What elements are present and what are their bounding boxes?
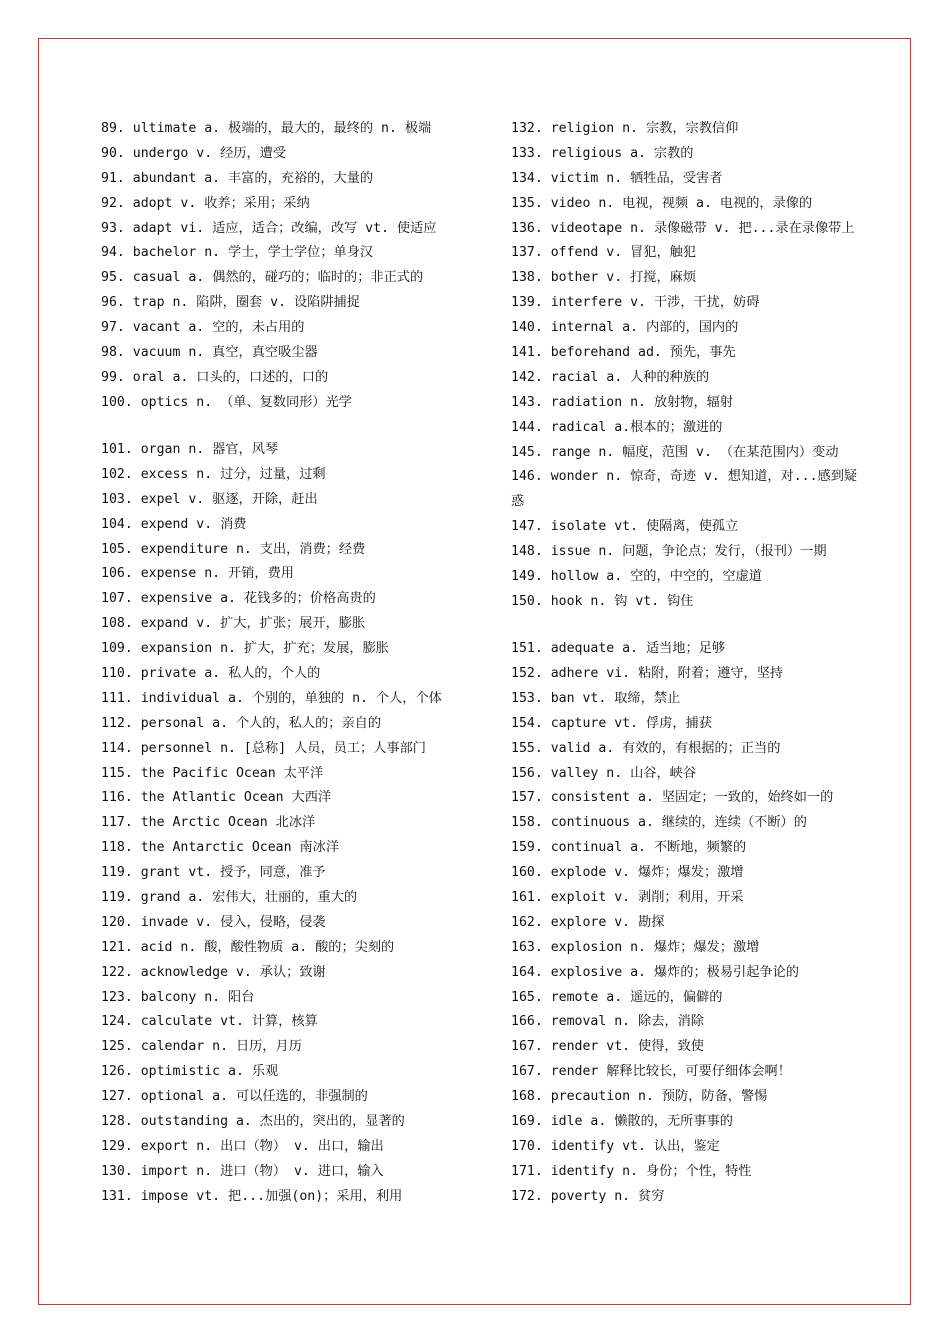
vocab-entry: 169. idle a. 懒散的，无所事事的	[511, 1114, 733, 1130]
vocab-entry: 119. grand a. 宏伟大，壮丽的，重大的	[101, 890, 358, 906]
vocab-entry: 141. beforehand ad. 预先，事先	[511, 345, 736, 361]
vocab-entry: 154. capture vt. 俘虏，捕获	[511, 715, 712, 731]
vocab-entry: 115. the Pacific Ocean 太平洋	[101, 765, 324, 781]
vocab-entry: 165. remote a. 遥远的，偏僻的	[511, 989, 723, 1005]
vocab-entry: 134. victim n. 牺牲品，受害者	[511, 170, 723, 186]
vocab-entry: 125. calendar n. 日历，月历	[101, 1039, 302, 1055]
vocab-entry: 94. bachelor n. 学士，学士学位；单身汉	[101, 245, 374, 261]
vocab-entry: 137. offend v. 冒犯，触犯	[511, 245, 697, 261]
vocab-entry: 167. render vt. 使得，致使	[511, 1039, 704, 1055]
vocab-entry: 171. identify n. 身份；个性，特性	[511, 1163, 752, 1179]
vocab-entry: 159. continual a. 不断地，频繁的	[511, 840, 747, 856]
vocab-entry: 151. adequate a. 适当地；足够	[511, 641, 726, 657]
vocab-entry: 150. hook n. 钩 vt. 钩住	[511, 593, 694, 609]
vocab-entry: 123. balcony n. 阳台	[101, 989, 255, 1005]
vocab-entry: 惑	[511, 494, 525, 510]
vocab-entry: 121. acid n. 酸，酸性物质 a. 酸的；尖刻的	[101, 939, 395, 955]
vocab-entry: 166. removal n. 除去，消除	[511, 1014, 704, 1030]
vocab-entry: 99. oral a. 口头的，口述的，口的	[101, 369, 329, 385]
vocab-entry: 146. wonder n. 惊奇，奇迹 v. 想知道，对...感到疑	[511, 469, 858, 485]
vocab-entry: 172. poverty n. 贫穷	[511, 1188, 665, 1204]
vocab-entry: 149. hollow a. 空的，中空的，空虚道	[511, 569, 762, 585]
vocab-entry: 118. the Antarctic Ocean 南冰洋	[101, 840, 340, 856]
vocab-entry: 93. adapt vi. 适应，适合；改编，改写 vt. 使适应	[101, 220, 437, 236]
vocab-entry: 158. continuous a. 继续的，连续（不断）的	[511, 815, 807, 831]
vocab-entry: 124. calculate vt. 计算，核算	[101, 1014, 318, 1030]
vocab-entry: 155. valid a. 有效的，有根据的；正当的	[511, 740, 781, 756]
vocab-entry: 120. invade v. 侵入，侵略，侵袭	[101, 914, 326, 930]
vocab-entry: 170. identify vt. 认出，鉴定	[511, 1138, 720, 1154]
vocab-entry: 116. the Atlantic Ocean 大西洋	[101, 790, 332, 806]
section-gap	[101, 416, 496, 438]
vocab-entry: 136. videotape n. 录像磁带 v. 把...录在录像带上	[511, 220, 855, 236]
vocab-entry: 144. radical a.根本的；激进的	[511, 419, 723, 435]
vocab-entry: 117. the Arctic Ocean 北冰洋	[101, 815, 316, 831]
vocab-entry: 140. internal a. 内部的，国内的	[511, 320, 739, 336]
left-column	[101, 117, 496, 1210]
vocab-entry: 100. optics n. （单、复数同形）光学	[101, 394, 352, 410]
vocab-entry: 162. explore v. 勘探	[511, 914, 665, 930]
vocab-entry: 128. outstanding a. 杰出的，突出的，显著的	[101, 1114, 405, 1130]
vocab-entry: 167. render 解释比较长，可要仔细体会啊！	[511, 1064, 791, 1080]
vocab-entry: 145. range n. 幅度，范围 v. （在某范围内）变动	[511, 444, 839, 460]
vocab-entry: 147. isolate vt. 使隔离，使孤立	[511, 519, 739, 535]
vocab-entry: 138. bother v. 打搅，麻烦	[511, 270, 697, 286]
vocab-entry: 89. ultimate a. 极端的，最大的，最终的 n. 极端	[101, 121, 432, 136]
vocab-entry: 95. casual a. 偶然的，碰巧的；临时的；非正式的	[101, 270, 424, 286]
vocab-entry: 102. excess n. 过分，过量，过剩	[101, 466, 326, 482]
right-column	[511, 117, 903, 1210]
vocab-entry: 114. personnel n. [总称] 人员，员工；人事部门	[101, 740, 426, 756]
vocab-entry: 160. explode v. 爆炸；爆发；激增	[511, 865, 744, 881]
vocab-entry: 163. explosion n. 爆炸；爆发；激增	[511, 939, 760, 955]
vocab-entry: 168. precaution n. 预防，防备，警惕	[511, 1089, 768, 1105]
vocab-entry: 132. religion n. 宗教，宗教信仰	[511, 121, 739, 136]
vocab-entry: 142. racial a. 人种的种族的	[511, 369, 710, 385]
vocab-entry: 109. expansion n. 扩大，扩充；发展，膨胀	[101, 641, 389, 657]
vocab-entry: 103. expel v. 驱逐，开除，赶出	[101, 491, 318, 507]
vocab-entry: 110. private a. 私人的，个人的	[101, 666, 321, 681]
vocab-entry: 130. import n. 进口（物） v. 进口，输入	[101, 1163, 384, 1179]
vocab-entry: 135. video n. 电视，视频 a. 电视的，录像的	[511, 195, 813, 211]
vocab-entry: 107. expensive a. 花钱多的；价格高贵的	[101, 591, 376, 607]
vocab-entry: 153. ban vt. 取缔，禁止	[511, 690, 681, 706]
vocab-entry: 127. optional a. 可以任选的，非强制的	[101, 1089, 368, 1105]
vocab-entry: 131. impose vt. 把...加强(on)；采用，利用	[101, 1188, 403, 1204]
vocab-entry: 148. issue n. 问题，争论点；发行，（报刊）一期	[511, 544, 827, 560]
vocab-entry: 156. valley n. 山谷，峡谷	[511, 765, 697, 781]
vocab-entry: 152. adhere vi. 粘附，附着；遵守，坚持	[511, 666, 784, 681]
vocab-entry: 126. optimistic a. 乐观	[101, 1064, 279, 1080]
vocab-entry: 106. expense n. 开销，费用	[101, 566, 294, 582]
vocab-entry: 108. expand v. 扩大，扩张；展开，膨胀	[101, 616, 366, 632]
vocab-entry: 122. acknowledge v. 承认；致谢	[101, 964, 326, 980]
vocab-entry: 133. religious a. 宗教的	[511, 145, 694, 161]
vocab-entry: 101. organ n. 器官，风琴	[101, 441, 279, 457]
vocab-entry: 129. export n. 出口（物） v. 出口，输出	[101, 1138, 384, 1154]
section-gap	[511, 615, 903, 637]
vocab-entry: 143. radiation n. 放射物，辐射	[511, 394, 734, 410]
vocab-entry: 119. grant vt. 授予，同意，准予	[101, 865, 326, 881]
vocab-entry: 98. vacuum n. 真空，真空吸尘器	[101, 345, 318, 361]
vocab-entry: 97. vacant a. 空的，未占用的	[101, 320, 305, 336]
vocab-entry: 139. interfere v. 干涉，干扰，妨碍	[511, 295, 760, 311]
vocab-entry: 92. adopt v. 收养；采用；采纳	[101, 195, 310, 211]
vocab-entry: 161. exploit v. 剥削；利用，开采	[511, 890, 744, 906]
vocab-entry: 90. undergo v. 经历，遭受	[101, 145, 287, 161]
vocab-entry: 96. trap n. 陷阱，圈套 v. 设陷阱捕捉	[101, 295, 360, 311]
vocab-entry: 157. consistent a. 坚固定；一致的，始终如一的	[511, 790, 834, 806]
vocab-entry: 112. personal a. 个人的，私人的；亲自的	[101, 715, 382, 731]
vocab-entry: 105. expenditure n. 支出，消费；经费	[101, 541, 366, 557]
vocab-entry: 111. individual a. 个别的，单独的 n. 个人，个体	[101, 690, 442, 706]
vocab-entry: 91. abundant a. 丰富的，充裕的，大量的	[101, 170, 374, 186]
vocab-entry: 104. expend v. 消费	[101, 516, 247, 532]
vocab-entry: 164. explosive a. 爆炸的；极易引起争论的	[511, 964, 799, 980]
